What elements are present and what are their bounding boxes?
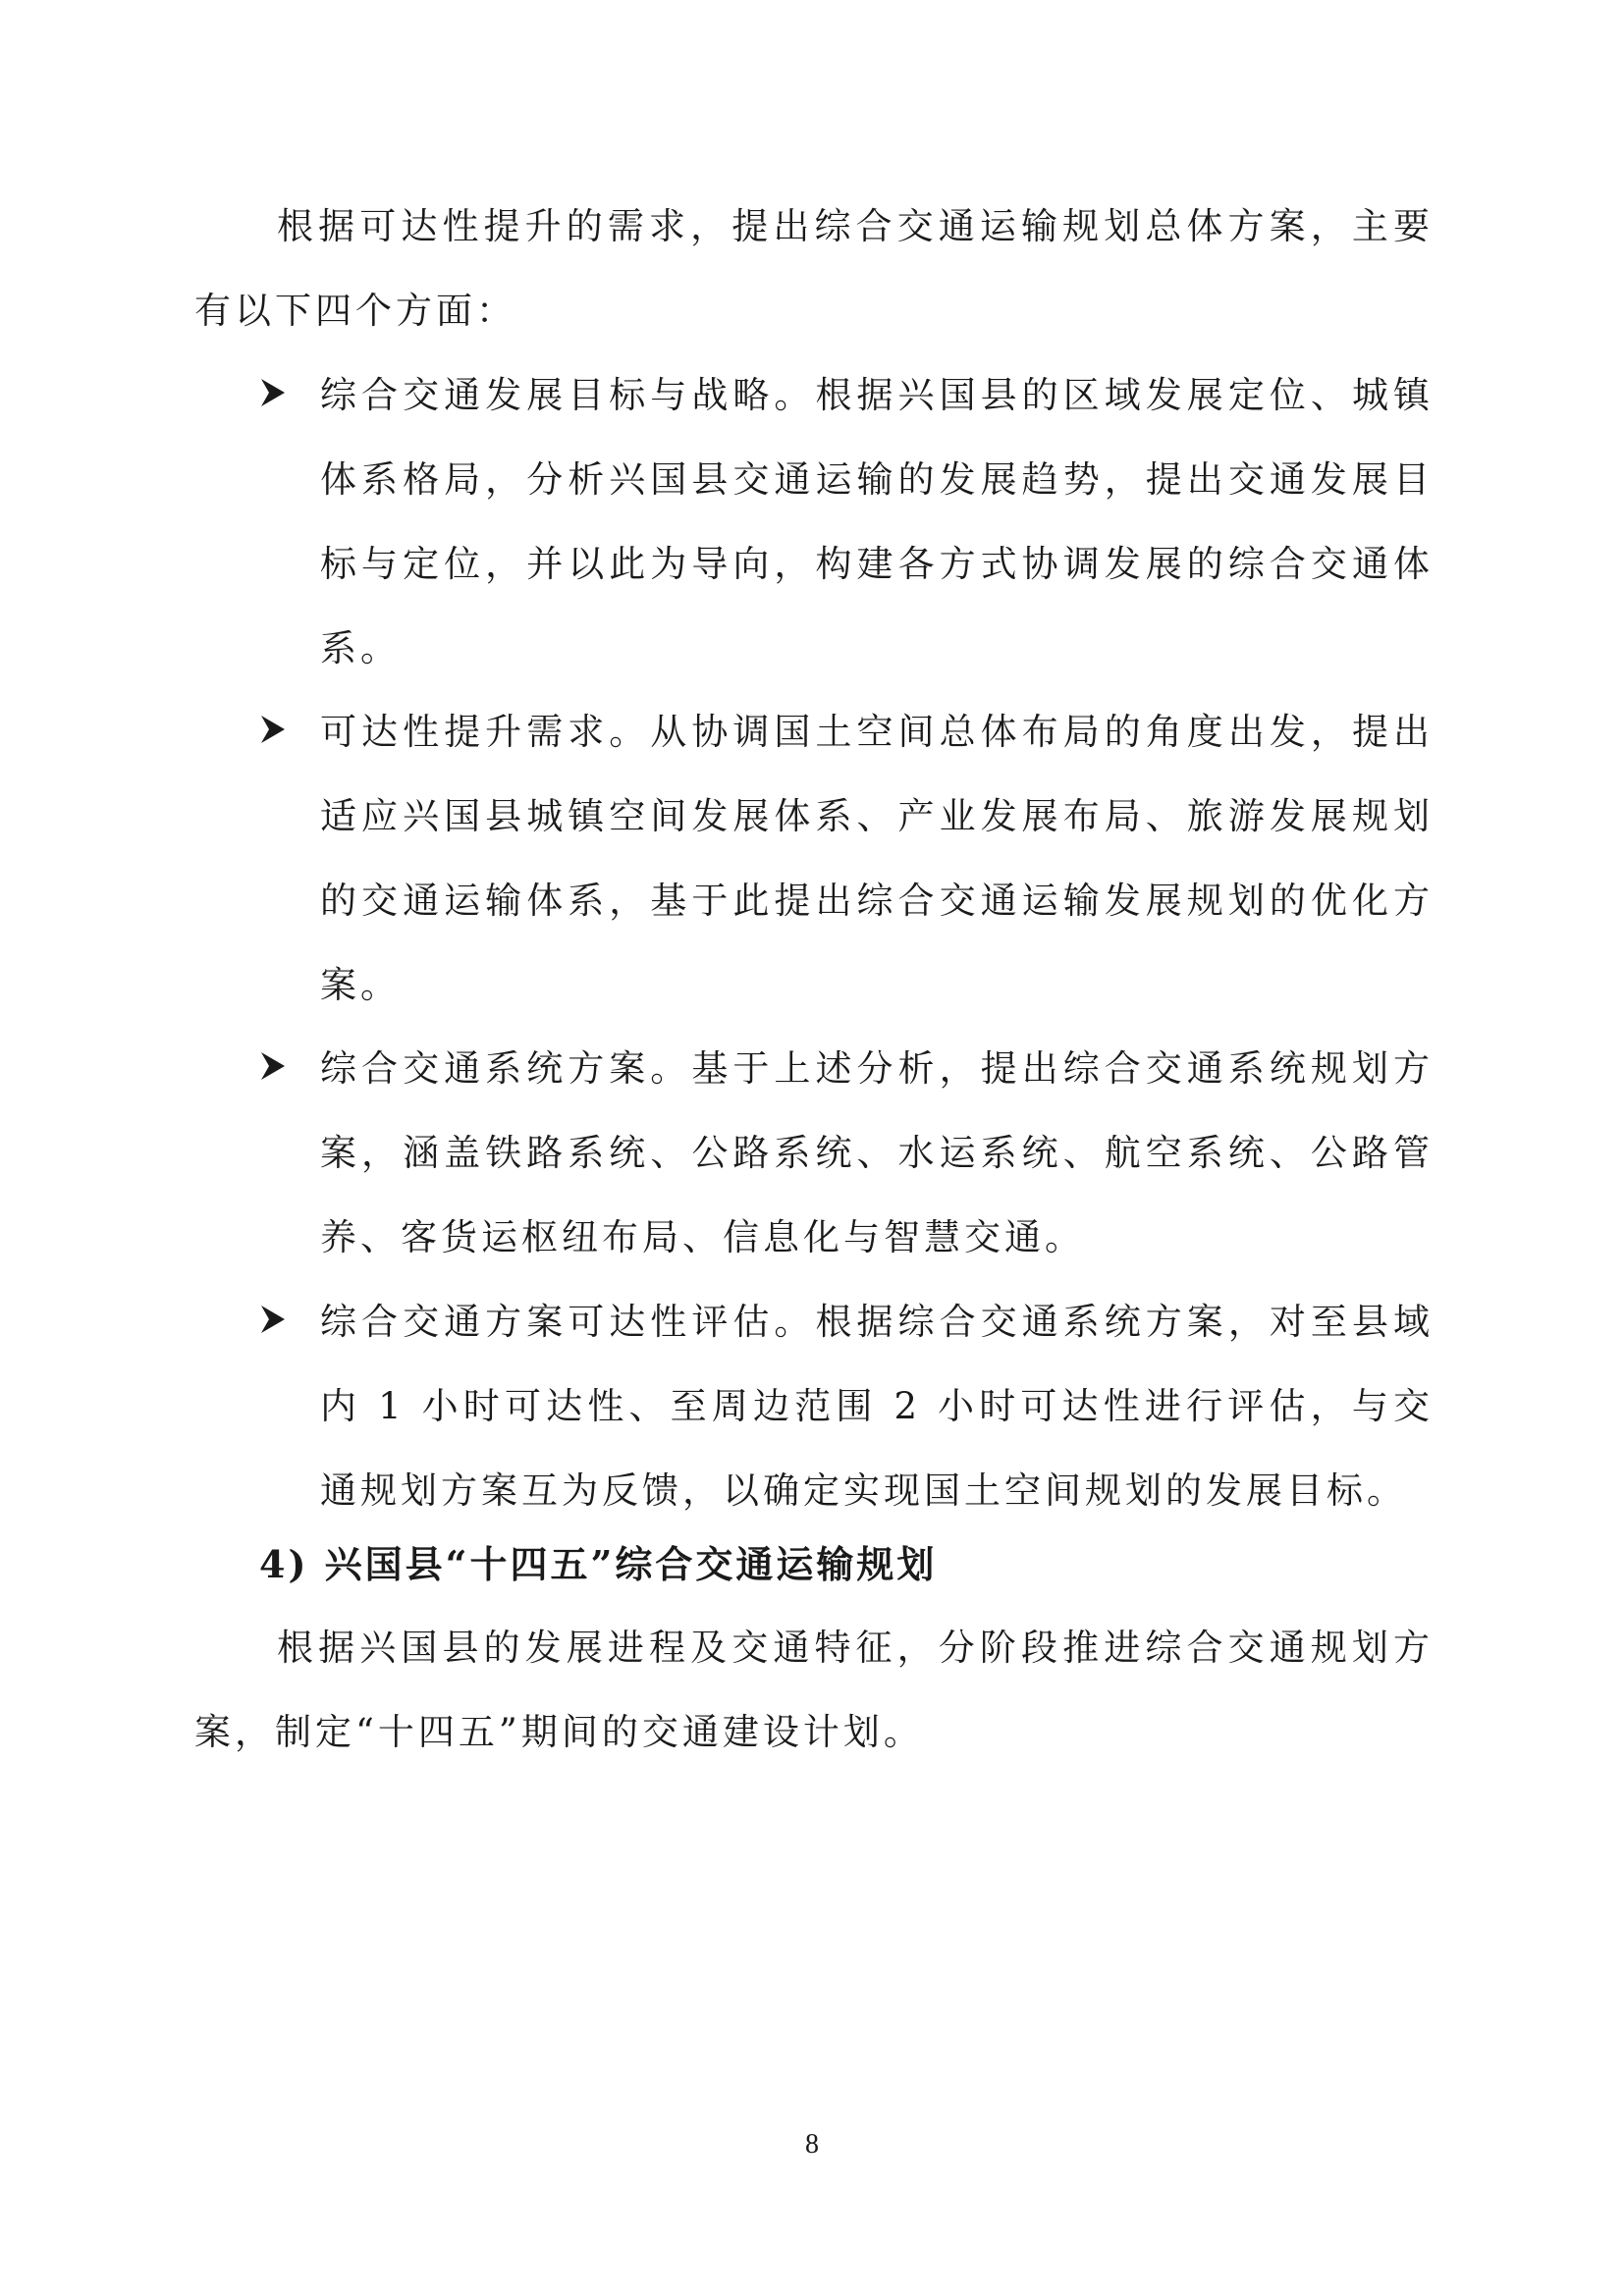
bullet-text: 综合交通发展目标与战略。根据兴国县的区域发展定位、城镇体系格局，分析兴国县交通运输的发展趋势，提出交通发展目标与定位，并以此为导向，构建各方式协调发展的综合交通体系。 [320,374,1434,669]
bullet-item [259,1027,1434,1280]
bullet-item [259,1280,1434,1533]
arrowhead-bullet-icon [259,1046,287,1086]
page-number: 8 [805,2129,819,2160]
arrowhead-bullet-icon [259,373,287,412]
bullet-item [259,690,1434,1028]
intro-paragraph: 根据可达性提升的需求，提出综合交通运输规划总体方案，主要有以下四个方面： [194,205,1434,332]
bullet-text: 可达性提升需求。从协调国土空间总体布局的角度出发，提出适应兴国县城镇空间发展体系、产业发展布局、旅游发展规划的交通运输体系，基于此提出综合交通运输发展规划的优化方案。 [320,711,1434,1006]
arrowhead-bullet-icon [259,710,287,749]
bullet-text: 综合交通系统方案。基于上述分析，提出综合交通系统规划方案，涵盖铁路系统、公路系统、水运系统、航空系统、公路管养、客货运枢纽布局、信息化与智慧交通。 [320,1047,1434,1258]
section-heading: 4) 兴国县“十四五”综合交通运输规划 [259,1542,938,1586]
closing-paragraph: 根据兴国县的发展进程及交通特征，分阶段推进综合交通规划方案，制定“十四五”期间的交通建设计划。 [194,1627,1434,1753]
bullet-text: 综合交通方案可达性评估。根据综合交通系统方案，对至县域内 1 小时可达性、至周边范围 2 小时可达性进行评估，与交通规划方案互为反馈，以确定实现国土空间规划的发展目标。 [320,1301,1434,1512]
bullet-item [259,353,1434,691]
arrowhead-bullet-icon [259,1300,287,1339]
